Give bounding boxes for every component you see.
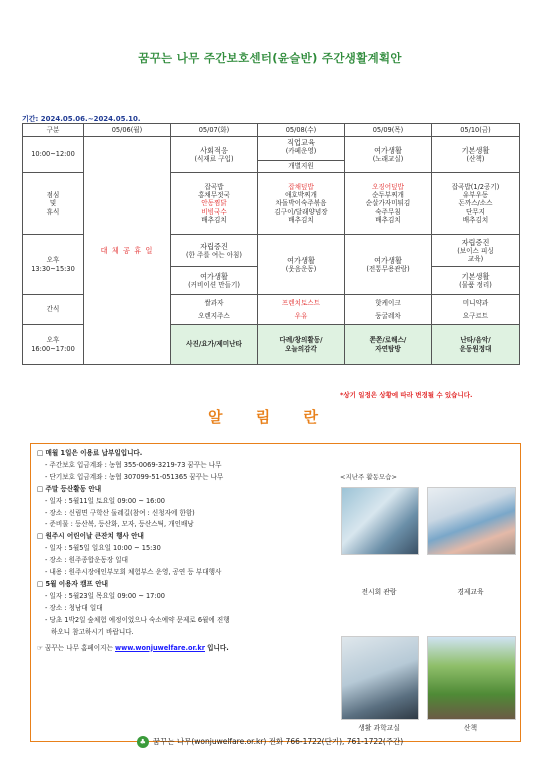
period-label: 기간: 2024.05.06.~2024.05.10. [22,115,141,123]
notice-heading: □ 주말 등산활동 안내 [37,484,102,493]
footer-text: 꿈꾸는 나무(wonjuwelfare.or.kr) 전화 766-1722(단기), 761-1722(주간) [152,737,404,746]
photo-exhibition [341,487,419,555]
table-row [23,137,520,173]
header-cell: 05/08(수) [258,124,345,137]
row-label: 10:00~12:00 [23,137,84,173]
notice-item: - 단기보호 입금계좌 : 농협 307099-51-051365 꿈꾸는 나무 [45,472,224,481]
snack-thu: 핫케이크 둥굴레차 [345,295,432,325]
homepage-tail: 입니다. [207,643,229,652]
notice-item: - 일자 : 5월11일 토요일 09:00 ~ 16:00 [45,496,165,505]
row-label: 오후 16:00~17:00 [23,325,84,365]
table-cell: 여가생활 (웃음운동) [258,235,345,295]
notice-item: 하오니 참고하시기 바랍니다. [51,627,134,636]
table-cell [345,137,432,173]
cell-sub: (노래교실) [372,154,404,163]
table-cell [432,137,520,173]
lunch-menu-tue: 잡곡밥 홍채무젓국 안동찜닭 비빔국수 배추김치 [171,173,258,235]
notice-item: - 준비물 : 등산복, 등산화, 모자, 등산스틱, 개인배낭 [45,520,194,529]
notice-item: - 당초 1박2일 숲체험 예정이었으나 숙소예약 문제로 6월에 진행 [45,615,230,624]
table-cell: 자립증진 (한 주를 여는 아침) [171,235,258,267]
cell-bottom: 개별지원 [288,162,314,170]
caption: 전시회 관람 [361,588,397,596]
cell-sub: (식재료 구입) [194,154,234,163]
photo-walk [427,636,516,720]
notice-item: - 장소 : 신림면 구학산 둘레길(참여 : 신청자에 한함) [45,508,195,517]
homepage-link[interactable]: www.wonjuwelfare.or.kr [115,643,205,652]
photos-title: <지난주 활동모습> [340,473,397,481]
homepage-text: ☞ 꿈꾸는 나무 홈페이지는 [37,643,113,652]
notice-list [37,448,337,654]
table-cell: 다례/창의활동/ 오늘의감각 [258,325,345,365]
table-header-row [23,124,520,137]
header-cell: 05/09(목) [345,124,432,137]
snack-fri: 미니약과 요구르트 [432,295,520,325]
cell-title: 기본생활 [461,145,490,155]
cell-sub: (카페운영) [285,147,317,155]
table-cell: 기본생활 (물품 정리) [432,267,520,295]
photo-science [341,636,419,720]
holiday-text: 대 체 공 휴 일 [100,245,154,255]
notice-heading: □ 매월 1일은 이용료 납부일입니다. [37,449,143,457]
notice-item: - 일자 : 5월23일 목요일 09:00 ~ 17:00 [45,591,165,600]
page-title: 꿈꾸는 나무 주간보호센터(윤슬반) 주간생활계획안 [138,51,402,65]
header-cell: 05/10(금) [432,124,520,137]
table-cell: 여가생활 (커비이션 만들기) [171,267,258,295]
table-cell: 사진/요가/제미난타 [171,325,258,365]
caption: 경제교육 [457,588,484,596]
cell-title: 여가생활 [374,145,402,155]
notice-item: - 일자 : 5월5일 일요일 10:00 ~ 15:30 [45,544,161,553]
table-cell: 자립증진 (보이스 피싱 교육) [432,235,520,267]
footer [0,736,540,748]
notice-item: - 내용 : 원주시장애인부모회 체험부스 운영, 공연 등 부대행사 [45,568,222,577]
schedule-table [22,123,520,365]
lunch-menu-wed: 잡채덮밥 애호박찌개 차돌박이숙주볶음 김구이/달래양념장 배추김치 [258,173,345,235]
header-cell: 구분 [23,124,84,137]
notice-heading: □ 5월 이용자 캠프 안내 [37,579,108,588]
table-cell [171,137,258,173]
tree-logo-icon: ♣ [137,736,149,748]
snack-tue: 쌀과자 오렌지주스 [171,295,258,325]
cell-title: 사회적응 [200,145,228,155]
table-cell: 난타/음악/ 운동원정대 [432,325,520,365]
caption: 산책 [463,724,478,732]
cell-title: 직업교육 [287,138,315,147]
cell-sub: (산책) [466,154,485,163]
lunch-menu-thu: 오징어덮밥 순두부찌개 순살가자미튀김 숙주무침 배추김치 [345,173,432,235]
table-cell: 쫀쫀/로해스/ 자연탐방 [345,325,432,365]
schedule-note: *상기 일정은 상황에 따라 변경될 수 있습니다. [340,391,473,399]
lunch-menu-fri: 잡곡밥(1/2공기) 유부우동 돈까스/소스 단무지 배추김치 [432,173,520,235]
table-cell: 여가생활 (전통무용관람) [345,235,432,295]
holiday-cell [84,137,171,365]
row-label: 오후 13:30~15:30 [23,235,84,295]
header-cell: 05/07(화) [171,124,258,137]
notice-title: 알 림 란 [208,408,332,426]
row-label: 점심 및 휴식 [23,173,84,235]
homepage-line [37,643,337,655]
snack-wed: 프렌치토스트 우유 [258,295,345,325]
notice-item: - 장소 : 청남대 일대 [45,603,103,612]
caption: 생활 과학교실 [358,724,400,732]
notice-item: - 장소 : 원주종합운동장 일대 [45,556,129,565]
table-cell [258,137,345,173]
row-label: 간식 [23,295,84,325]
notice-heading: □ 원주시 어린이날 큰잔치 행사 안내 [37,532,144,541]
notice-item: - 주간보호 입금계좌 : 농협 355-0069-3219-73 꿈꾸는 나무 [45,460,222,469]
header-cell: 05/06(월) [84,124,171,137]
cell-top [258,137,344,161]
photo-economics [427,487,516,555]
